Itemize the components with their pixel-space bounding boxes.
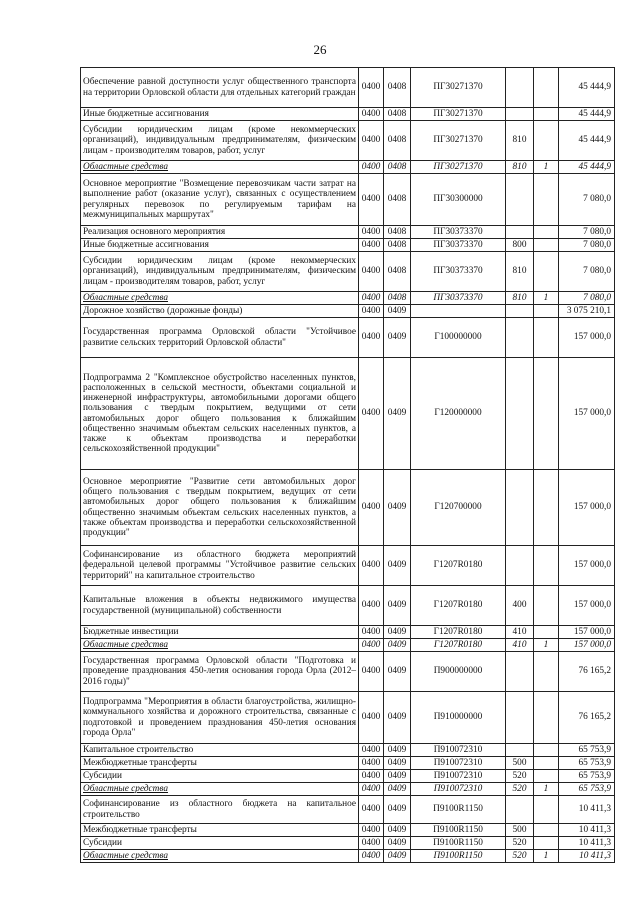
- target-article-cell: П910072310: [411, 744, 506, 757]
- section-code-cell: 0400: [359, 796, 384, 824]
- expense-type-cell: 410: [506, 626, 534, 639]
- funding-source-cell: [534, 626, 559, 639]
- target-article-cell: П900000000: [411, 652, 506, 692]
- funding-source-cell: [534, 108, 559, 121]
- table-row: [81, 292, 615, 305]
- section-code-cell: 0400: [359, 546, 384, 586]
- section-code-cell: 0400: [359, 121, 384, 161]
- target-article-cell: ПГ30373370: [411, 239, 506, 252]
- section-code-cell: 0400: [359, 174, 384, 226]
- subsection-code-cell: 0409: [384, 546, 411, 586]
- section-code-cell: 0400: [359, 770, 384, 783]
- section-code-cell: 0400: [359, 783, 384, 796]
- section-code-cell: 0400: [359, 108, 384, 121]
- funding-source-cell: [534, 68, 559, 108]
- subsection-code-cell: 0409: [384, 470, 411, 546]
- section-code-cell: 0400: [359, 318, 384, 358]
- amount-cell: 7 080,0: [559, 239, 615, 252]
- funding-source-cell: 1: [534, 783, 559, 796]
- subsection-code-cell: 0409: [384, 757, 411, 770]
- expense-type-cell: [506, 470, 534, 546]
- section-code-cell: 0400: [359, 358, 384, 470]
- expense-type-cell: 410: [506, 639, 534, 652]
- amount-cell: 10 411,3: [559, 796, 615, 824]
- subsection-code-cell: 0409: [384, 796, 411, 824]
- funding-source-cell: [534, 226, 559, 239]
- target-article-cell: П910000000: [411, 692, 506, 744]
- amount-cell: 157 000,0: [559, 546, 615, 586]
- table-row: [81, 744, 615, 757]
- amount-cell: 65 753,9: [559, 783, 615, 796]
- expense-type-cell: [506, 796, 534, 824]
- table-row: [81, 639, 615, 652]
- target-article-cell: П9100R1150: [411, 796, 506, 824]
- row-name-cell: Областные средства: [81, 292, 359, 305]
- subsection-code-cell: 0408: [384, 68, 411, 108]
- section-code-cell: 0400: [359, 470, 384, 546]
- expense-type-cell: [506, 692, 534, 744]
- target-article-cell: Г120700000: [411, 470, 506, 546]
- table-row: [81, 226, 615, 239]
- amount-cell: 45 444,9: [559, 161, 615, 174]
- expense-type-cell: 810: [506, 252, 534, 292]
- amount-cell: 10 411,3: [559, 837, 615, 850]
- row-name-cell: Областные средства: [81, 850, 359, 863]
- expense-type-cell: 810: [506, 121, 534, 161]
- amount-cell: 7 080,0: [559, 226, 615, 239]
- subsection-code-cell: 0409: [384, 305, 411, 318]
- row-name-cell: Областные средства: [81, 161, 359, 174]
- target-article-cell: Г1207R0180: [411, 546, 506, 586]
- table-row: [81, 252, 615, 292]
- expense-type-cell: 520: [506, 850, 534, 863]
- target-article-cell: П9100R1150: [411, 850, 506, 863]
- row-name-cell: Государственная программа Орловской области "Устойчивое развитие сельских территорий Орловской области": [81, 318, 359, 358]
- subsection-code-cell: 0408: [384, 161, 411, 174]
- expense-type-cell: [506, 652, 534, 692]
- section-code-cell: 0400: [359, 226, 384, 239]
- funding-source-cell: [534, 318, 559, 358]
- subsection-code-cell: 0409: [384, 586, 411, 626]
- subsection-code-cell: 0409: [384, 626, 411, 639]
- table-row: [81, 305, 615, 318]
- amount-cell: 10 411,3: [559, 850, 615, 863]
- budget-table: [80, 67, 615, 863]
- expense-type-cell: [506, 174, 534, 226]
- amount-cell: 157 000,0: [559, 639, 615, 652]
- expense-type-cell: [506, 744, 534, 757]
- funding-source-cell: [534, 174, 559, 226]
- amount-cell: 45 444,9: [559, 68, 615, 108]
- subsection-code-cell: 0409: [384, 318, 411, 358]
- table-row: [81, 837, 615, 850]
- section-code-cell: 0400: [359, 837, 384, 850]
- funding-source-cell: 1: [534, 292, 559, 305]
- row-name-cell: Областные средства: [81, 783, 359, 796]
- target-article-cell: ПГ30271370: [411, 108, 506, 121]
- funding-source-cell: [534, 757, 559, 770]
- table-row: [81, 161, 615, 174]
- target-article-cell: Г100000000: [411, 318, 506, 358]
- expense-type-cell: 810: [506, 161, 534, 174]
- expense-type-cell: [506, 358, 534, 470]
- amount-cell: 157 000,0: [559, 318, 615, 358]
- amount-cell: 7 080,0: [559, 252, 615, 292]
- section-code-cell: 0400: [359, 292, 384, 305]
- funding-source-cell: [534, 121, 559, 161]
- section-code-cell: 0400: [359, 824, 384, 837]
- table-row: [81, 783, 615, 796]
- funding-source-cell: [534, 652, 559, 692]
- table-row: [81, 796, 615, 824]
- funding-source-cell: [534, 358, 559, 470]
- target-article-cell: Г120000000: [411, 358, 506, 470]
- row-name-cell: Иные бюджетные ассигнования: [81, 108, 359, 121]
- funding-source-cell: 1: [534, 639, 559, 652]
- row-name-cell: Капитальные вложения в объекты недвижимого имущества государственной (муниципальной) собственности: [81, 586, 359, 626]
- funding-source-cell: 1: [534, 161, 559, 174]
- table-row: [81, 757, 615, 770]
- funding-source-cell: [534, 796, 559, 824]
- section-code-cell: 0400: [359, 626, 384, 639]
- amount-cell: 65 753,9: [559, 744, 615, 757]
- expense-type-cell: [506, 68, 534, 108]
- funding-source-cell: [534, 305, 559, 318]
- section-code-cell: 0400: [359, 239, 384, 252]
- target-article-cell: П9100R1150: [411, 837, 506, 850]
- row-name-cell: Софинансирование из областного бюджета на капитальное строительство: [81, 796, 359, 824]
- table-row: [81, 68, 615, 108]
- expense-type-cell: 800: [506, 239, 534, 252]
- subsection-code-cell: 0409: [384, 850, 411, 863]
- table-row: [81, 652, 615, 692]
- funding-source-cell: [534, 837, 559, 850]
- target-article-cell: ПГ30271370: [411, 68, 506, 108]
- expense-type-cell: 520: [506, 837, 534, 850]
- table-row: [81, 108, 615, 121]
- target-article-cell: ПГ30373370: [411, 226, 506, 239]
- row-name-cell: Подпрограмма 2 "Комплексное обустройство населенных пунктов, расположенных в сельской местности, объектами социальной и инженерной инфраструктуры, автомобильными дорогами общего пользования с твердым покрытием, ведущими от сети автомобильных дорог общего пользования к ближайшим общественно значимым объектам сельских населенных пунктов, а также к объектам производства и переработки сельскохозяйственной продукции": [81, 358, 359, 470]
- page-number: 26: [313, 42, 327, 57]
- target-article-cell: ПГ30271370: [411, 161, 506, 174]
- funding-source-cell: [534, 824, 559, 837]
- amount-cell: 45 444,9: [559, 108, 615, 121]
- subsection-code-cell: 0408: [384, 174, 411, 226]
- target-article-cell: ПГ30300000: [411, 174, 506, 226]
- amount-cell: 3 075 210,1: [559, 305, 615, 318]
- subsection-code-cell: 0408: [384, 239, 411, 252]
- target-article-cell: П910072310: [411, 770, 506, 783]
- amount-cell: 7 080,0: [559, 174, 615, 226]
- table-row: [81, 770, 615, 783]
- target-article-cell: П910072310: [411, 783, 506, 796]
- amount-cell: 157 000,0: [559, 626, 615, 639]
- target-article-cell: ПГ30373370: [411, 292, 506, 305]
- row-name-cell: Подпрограмма "Мероприятия в области благоустройства, жилищно-коммунального хозяйства и дорожного строительства, связанные с подготовкой и проведением празднования 450-летия основания города Орла": [81, 692, 359, 744]
- table-row: [81, 121, 615, 161]
- target-article-cell: ПГ30373370: [411, 252, 506, 292]
- row-name-cell: Софинансирование из областного бюджета мероприятий федеральной целевой программы "Устойчивое развитие сельских территорий" на капитальное строительство: [81, 546, 359, 586]
- row-name-cell: Субсидии: [81, 837, 359, 850]
- funding-source-cell: [534, 692, 559, 744]
- section-code-cell: 0400: [359, 161, 384, 174]
- expense-type-cell: [506, 108, 534, 121]
- row-name-cell: Межбюджетные трансферты: [81, 757, 359, 770]
- row-name-cell: Субсидии юридическим лицам (кроме некоммерческих организаций), индивидуальным предпринимателям, физическим лицам - производителям товаров, работ, услуг: [81, 252, 359, 292]
- amount-cell: 76 165,2: [559, 652, 615, 692]
- subsection-code-cell: 0408: [384, 121, 411, 161]
- target-article-cell: [411, 305, 506, 318]
- section-code-cell: 0400: [359, 744, 384, 757]
- amount-cell: 10 411,3: [559, 824, 615, 837]
- row-name-cell: Субсидии юридическим лицам (кроме некоммерческих организаций), индивидуальным предпринимателям, физическим лицам - производителям товаров, работ, услуг: [81, 121, 359, 161]
- subsection-code-cell: 0409: [384, 824, 411, 837]
- amount-cell: 157 000,0: [559, 586, 615, 626]
- subsection-code-cell: 0408: [384, 108, 411, 121]
- target-article-cell: П910072310: [411, 757, 506, 770]
- subsection-code-cell: 0408: [384, 226, 411, 239]
- section-code-cell: 0400: [359, 652, 384, 692]
- expense-type-cell: [506, 318, 534, 358]
- table-row: [81, 470, 615, 546]
- row-name-cell: Дорожное хозяйство (дорожные фонды): [81, 305, 359, 318]
- expense-type-cell: [506, 226, 534, 239]
- target-article-cell: П9100R1150: [411, 824, 506, 837]
- subsection-code-cell: 0408: [384, 292, 411, 305]
- expense-type-cell: 400: [506, 586, 534, 626]
- subsection-code-cell: 0409: [384, 744, 411, 757]
- expense-type-cell: 520: [506, 770, 534, 783]
- funding-source-cell: [534, 239, 559, 252]
- funding-source-cell: [534, 586, 559, 626]
- subsection-code-cell: 0409: [384, 692, 411, 744]
- table-row: [81, 318, 615, 358]
- expense-type-cell: 500: [506, 757, 534, 770]
- funding-source-cell: [534, 252, 559, 292]
- funding-source-cell: [534, 744, 559, 757]
- section-code-cell: 0400: [359, 68, 384, 108]
- target-article-cell: Г1207R0180: [411, 639, 506, 652]
- table-row: [81, 692, 615, 744]
- table-row: [81, 824, 615, 837]
- target-article-cell: ПГ30271370: [411, 121, 506, 161]
- section-code-cell: 0400: [359, 252, 384, 292]
- table-row: [81, 626, 615, 639]
- amount-cell: 157 000,0: [559, 358, 615, 470]
- row-name-cell: Основное мероприятие "Развитие сети автомобильных дорог общего пользования с твердым покрытием, ведущих от сети автомобильных дорог общего пользования к ближайшим общественно значимым объектам сельских населенных пунктов, а также объектам производства и переработки сельскохозяйственной продукции": [81, 470, 359, 546]
- row-name-cell: Государственная программа Орловской области "Подготовка и проведение празднования 450-летия основания города Орла (2012–2016 годы)": [81, 652, 359, 692]
- funding-source-cell: [534, 546, 559, 586]
- table-row: [81, 850, 615, 863]
- expense-type-cell: [506, 546, 534, 586]
- expense-type-cell: [506, 305, 534, 318]
- subsection-code-cell: 0409: [384, 770, 411, 783]
- section-code-cell: 0400: [359, 692, 384, 744]
- subsection-code-cell: 0409: [384, 783, 411, 796]
- table-row: [81, 239, 615, 252]
- amount-cell: 65 753,9: [559, 770, 615, 783]
- subsection-code-cell: 0409: [384, 358, 411, 470]
- expense-type-cell: 520: [506, 783, 534, 796]
- funding-source-cell: [534, 770, 559, 783]
- funding-source-cell: 1: [534, 850, 559, 863]
- amount-cell: 76 165,2: [559, 692, 615, 744]
- row-name-cell: Основное мероприятие "Возмещение перевозчикам части затрат на выполнение работ (оказание услуг), связанных с осуществлением регулярных перевозок по регулируемым тарифам на межмуниципальных маршрутах": [81, 174, 359, 226]
- funding-source-cell: [534, 470, 559, 546]
- row-name-cell: Иные бюджетные ассигнования: [81, 239, 359, 252]
- subsection-code-cell: 0408: [384, 252, 411, 292]
- section-code-cell: 0400: [359, 757, 384, 770]
- row-name-cell: Обеспечение равной доступности услуг общественного транспорта на территории Орловской области для отдельных категорий граждан: [81, 68, 359, 108]
- table-row: [81, 546, 615, 586]
- row-name-cell: Реализация основного мероприятия: [81, 226, 359, 239]
- amount-cell: 65 753,9: [559, 757, 615, 770]
- row-name-cell: Областные средства: [81, 639, 359, 652]
- subsection-code-cell: 0409: [384, 652, 411, 692]
- row-name-cell: Субсидии: [81, 770, 359, 783]
- section-code-cell: 0400: [359, 586, 384, 626]
- target-article-cell: Г1207R0180: [411, 626, 506, 639]
- amount-cell: 157 000,0: [559, 470, 615, 546]
- section-code-cell: 0400: [359, 850, 384, 863]
- expense-type-cell: 810: [506, 292, 534, 305]
- amount-cell: 7 080,0: [559, 292, 615, 305]
- subsection-code-cell: 0409: [384, 837, 411, 850]
- table-body: [81, 68, 615, 863]
- row-name-cell: Бюджетные инвестиции: [81, 626, 359, 639]
- amount-cell: 45 444,9: [559, 121, 615, 161]
- section-code-cell: 0400: [359, 305, 384, 318]
- row-name-cell: Капитальное строительство: [81, 744, 359, 757]
- row-name-cell: Межбюджетные трансферты: [81, 824, 359, 837]
- section-code-cell: 0400: [359, 639, 384, 652]
- table-row: [81, 174, 615, 226]
- table-row: [81, 586, 615, 626]
- subsection-code-cell: 0409: [384, 639, 411, 652]
- table-row: [81, 358, 615, 470]
- target-article-cell: Г1207R0180: [411, 586, 506, 626]
- expense-type-cell: 500: [506, 824, 534, 837]
